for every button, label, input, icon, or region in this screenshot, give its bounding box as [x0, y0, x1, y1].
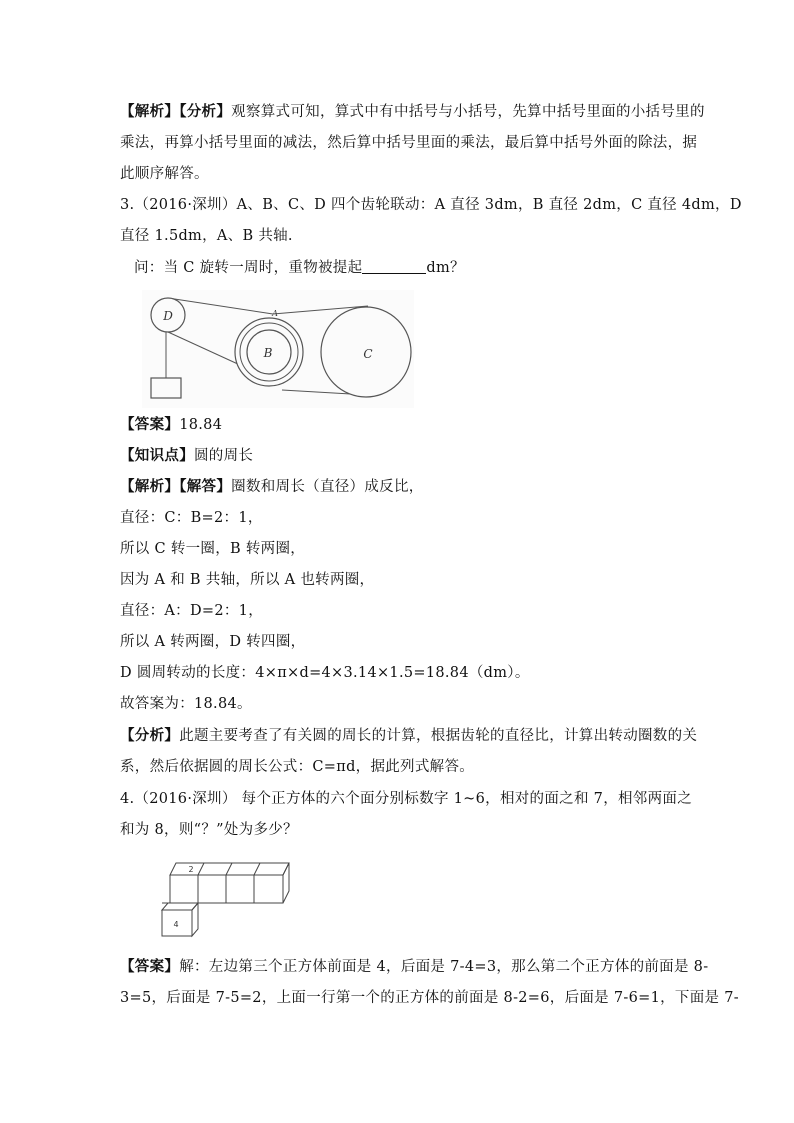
- cube-label-top: 2: [188, 865, 194, 874]
- cube-upper-4: [254, 875, 283, 903]
- q3-solution-line4: 因为 A 和 B 共轴，所以 A 也转两圈，: [120, 572, 375, 588]
- cube-label-front: 4: [173, 920, 179, 929]
- q3-solution-line2: 直径：C：B=2：1，: [120, 510, 263, 526]
- q3-stem-line1: 3.（2016·深圳）A、B、C、D 四个齿轮联动：A 直径 3dm，B 直径 2dm，C 直径 4dm，D: [120, 197, 742, 213]
- weight: [151, 378, 181, 398]
- q3-solution-line1: 【解析】【解答】圈数和周长（直径）成反比，: [120, 478, 424, 495]
- gear-d-label: D: [163, 309, 173, 323]
- q2-analysis-line3: 此顺序解答。: [120, 166, 209, 182]
- q3-question: 问：当 C 旋转一周时，重物被提起 dm？: [134, 260, 465, 276]
- q3-solution-line6: 所以 A 转两圈，D 转四圈，: [120, 634, 306, 650]
- q3-knowledge: 【知识点】圆的周长: [120, 447, 254, 464]
- cube-upper-3: [226, 875, 254, 903]
- q4-stem-line1: 4.（2016·深圳） 每个正方体的六个面分别标数字 1~6，相对的面之和 7，相邻两面之: [120, 791, 692, 807]
- answer-blank: [362, 259, 426, 274]
- q3-solution-line3: 所以 C 转一圈，B 转两圈，: [120, 541, 306, 557]
- q4-stem-line2: 和为 8，则“？”处为多少？: [120, 822, 298, 838]
- q3-analysis-line2: 系，然后依据圆的周长公式：C=πd，据此列式解答。: [120, 759, 475, 775]
- q3-solution-line5: 直径：A：D=2：1，: [120, 603, 263, 619]
- q3-stem-line2: 直径 1.5dm，A、B 共轴.: [120, 228, 293, 244]
- gear-b-label: B: [263, 346, 273, 360]
- cube-upper-2: [198, 875, 226, 903]
- q4-answer-line1: 【答案】解：左边第三个正方体前面是 4，后面是 7-4=3，那么第二个正方体的前面是 8-: [120, 958, 709, 975]
- q4-answer-line2: 3=5，后面是 7-5=2，上面一行第一个的正方体的前面是 8-2=6，后面是 7-6=1，下面是 7-: [120, 990, 739, 1006]
- gear-c-label: C: [363, 347, 373, 361]
- gear-pulley-figure: [142, 290, 414, 408]
- q3-answer: 【答案】18.84: [120, 416, 223, 433]
- cube-net-figure: [158, 858, 298, 938]
- q3-solution-line8: 故答案为：18.84。: [120, 696, 252, 712]
- q3-analysis-line1: 【分析】此题主要考查了有关圆的周长的计算，根据齿轮的直径比，计算出转动圈数的关: [120, 727, 698, 744]
- q3-solution-line7: D 圆周转动的长度：4×π×d=4×3.14×1.5=18.84（dm）。: [120, 665, 530, 681]
- q2-analysis-line2: 乘法，再算小括号里面的减法，然后算中括号里面的乘法，最后算中括号外面的除法，据: [120, 135, 698, 151]
- q2-analysis-line1: 【解析】【分析】观察算式可知，算式中有中括号与小括号，先算中括号里面的小括号里的: [120, 103, 705, 120]
- gear-a-label: A: [272, 309, 278, 318]
